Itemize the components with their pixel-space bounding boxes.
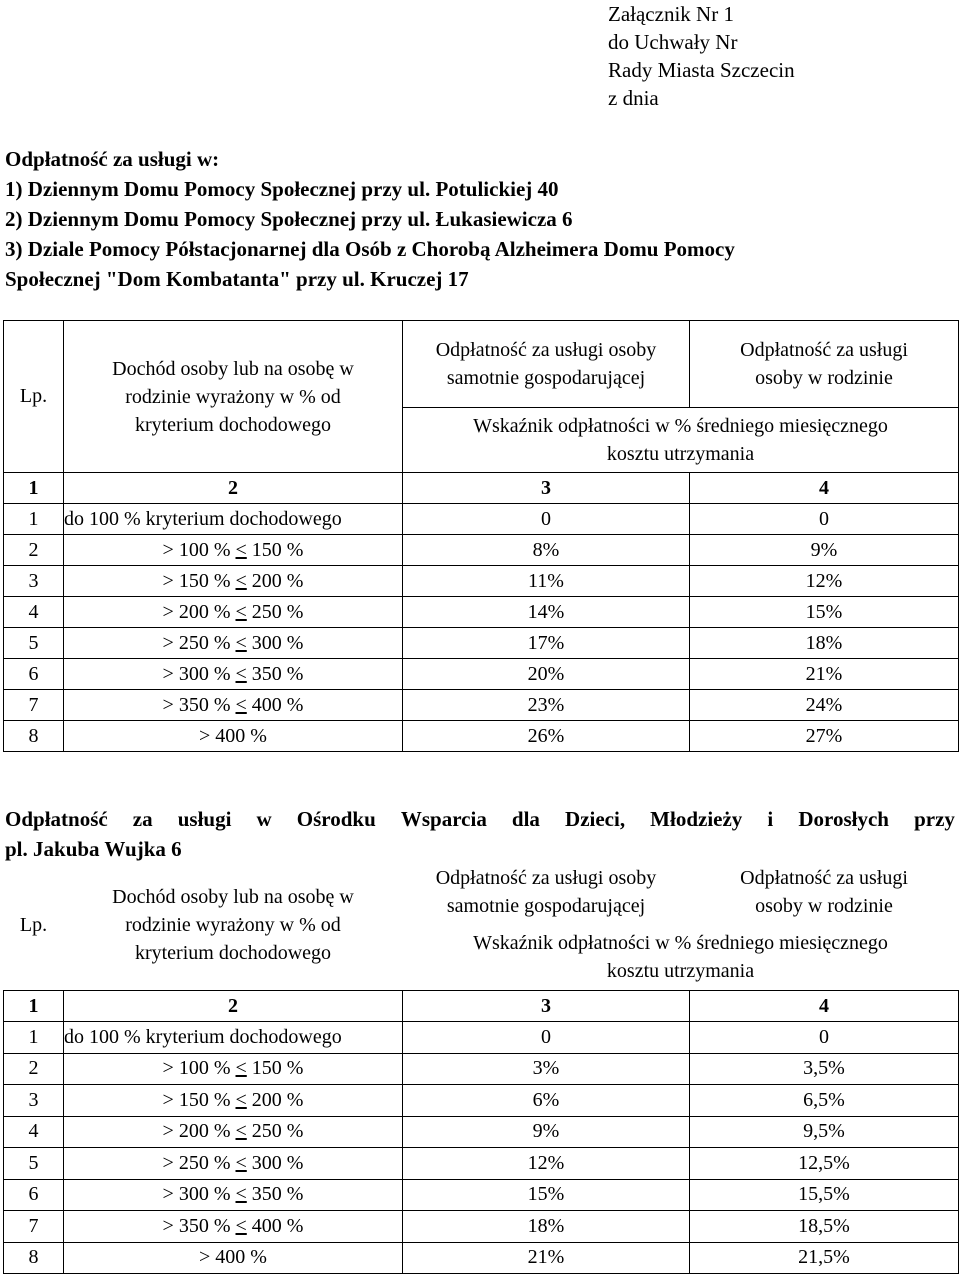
heading-word: Ośrodku [296,807,376,831]
family-fee-value: 15,5% [690,1179,959,1211]
range-gt-sign: > [162,1088,179,1111]
row-number: 5 [4,628,64,659]
table-row [4,1116,959,1148]
column-number: 4 [690,473,959,504]
row-number: 2 [4,535,64,566]
heading-word: za [132,807,153,831]
row-number: 4 [4,597,64,628]
income-range [64,566,403,597]
annex-line: Załącznik Nr 1 [608,2,734,26]
fee-table-2 [3,860,959,1274]
intro-item: 2) Dziennym Domu Pomocy Społecznej przy ul. Łukasiewicza 6 [5,207,573,231]
annex-line: do Uchwały Nr [608,30,738,54]
range-lower-bound: 300 % [178,1183,236,1206]
table-row [4,1022,959,1054]
range-lower-bound: 350 % [178,1214,236,1237]
range-lower-bound: 200 % [178,1120,236,1143]
income-range [64,628,403,659]
heading-word: Młodzieży [650,807,743,831]
range-leq-sign: < [235,1120,247,1143]
range-leq-sign: < [235,1088,247,1111]
family-fee-value: 27% [690,721,959,752]
range-lower-bound: 400 % [215,724,267,747]
income-range [64,721,403,752]
family-fee-value: 3,5% [690,1053,959,1085]
heading-word: w [256,807,272,831]
family-fee-header: Odpłatność za usługi osoby w rodzinie [690,321,959,408]
row-number: 2 [4,1053,64,1085]
column-number: 2 [64,473,403,504]
income-range [64,597,403,628]
single-fee-value: 23% [403,690,690,721]
range-upper-bound: 350 % [246,662,304,685]
column-number: 1 [4,991,64,1022]
income-range [64,1022,403,1054]
table-row [4,566,959,597]
single-fee-value: 26% [403,721,690,752]
lp-header: Lp. [4,321,64,473]
range-upper-bound: 200 % [246,569,304,592]
range-leq-sign: < [235,662,247,685]
family-fee-value: 0 [690,1022,959,1054]
row-number: 6 [4,659,64,690]
single-fee-value: 17% [403,628,690,659]
intro-item: 3) Dziale Pomocy Półstacjonarnej dla Osób z Chorobą Alzheimera Domu Pomocy [5,237,735,261]
column-number: 2 [64,991,403,1022]
income-range [64,1116,403,1148]
single-fee-value: 15% [403,1179,690,1211]
range-lower-bound: 250 % [178,631,236,654]
row-number: 8 [4,721,64,752]
index-header: Wskaźnik odpłatności w % średniego miesięcznego kosztu utrzymania [403,408,959,473]
column-number-row [4,991,959,1022]
income-range [64,1242,403,1274]
single-fee-header: Odpłatność za usługi osoby samotnie gospodarującej [403,321,690,408]
range-leq-sign: < [235,538,247,561]
range-upper-bound: 400 % [246,1214,304,1237]
range-leq-sign: < [235,600,247,623]
single-fee-value: 11% [403,566,690,597]
row-number: 3 [4,1085,64,1117]
annex-header [608,0,795,112]
single-fee-value: 9% [403,1116,690,1148]
annex-line: Rady Miasta Szczecin [608,58,795,82]
annex-line: z dnia [608,86,659,110]
family-fee-value: 12% [690,566,959,597]
row-number: 7 [4,690,64,721]
table-row [4,1053,959,1085]
single-fee-value: 18% [403,1211,690,1243]
range-upper-bound: 150 % [246,538,304,561]
range-gt-sign: > [162,693,179,716]
range-lower-bound: 150 % [178,1088,236,1111]
range-leq-sign: < [235,569,247,592]
intro-section [5,144,955,294]
family-fee-value: 18% [690,628,959,659]
heading-word: przy [914,807,955,831]
range-leq-sign: < [235,1057,247,1080]
heading-word: Odpłatność [5,807,108,831]
range-leq-sign: < [235,1214,247,1237]
column-number: 4 [690,991,959,1022]
intro-item: 1) Dziennym Domu Pomocy Społecznej przy ul. Potulickiej 40 [5,177,559,201]
income-header: Dochód osoby lub na osobę w rodzinie wyrażony w % od kryterium dochodowego [112,886,354,964]
row-number: 1 [4,1022,64,1054]
range-gt-sign: > [162,1057,179,1080]
family-fee-value: 15% [690,597,959,628]
range-gt-sign: > [162,662,179,685]
heading-word: Dorosłych [798,807,889,831]
range-upper-bound: 150 % [246,1057,304,1080]
single-fee-value: 6% [403,1085,690,1117]
range-lower-bound: 100 % [178,1057,236,1080]
range-gt-sign: > [199,1246,216,1269]
table-row [4,1085,959,1117]
single-fee-value: 3% [403,1053,690,1085]
range-gt-sign: > [162,631,179,654]
income-range [64,535,403,566]
range-leq-sign: < [235,631,247,654]
income-range [64,1211,403,1243]
lp-header: Lp. [19,913,48,936]
row-number: 7 [4,1211,64,1243]
family-fee-value: 9,5% [690,1116,959,1148]
row-number: 1 [4,504,64,535]
table-row [4,1148,959,1180]
intro-item: Społecznej "Dom Kombatanta" przy ul. Kruczej 17 [5,267,469,291]
table-row [4,1179,959,1211]
index-header: Wskaźnik odpłatności w % średniego miesięcznego kosztu utrzymania [473,932,888,983]
table-row [4,690,959,721]
range-upper-bound: 300 % [246,1151,304,1174]
range-upper-bound: 250 % [246,1120,304,1143]
single-fee-header: Odpłatność za usługi osoby samotnie gospodarującej [435,867,657,918]
range-lower-bound: 400 % [215,1246,267,1269]
family-fee-value: 24% [690,690,959,721]
income-range [64,504,403,535]
range-upper-bound: 250 % [246,600,304,623]
column-number: 3 [403,991,690,1022]
single-fee-value: 8% [403,535,690,566]
table-row [4,628,959,659]
family-fee-value: 9% [690,535,959,566]
range-gt-sign: > [162,569,179,592]
range-gt-sign: > [162,538,179,561]
income-range-text: do 100 % kryterium dochodowego [64,1025,342,1048]
table-row [4,659,959,690]
range-upper-bound: 200 % [246,1088,304,1111]
section2-heading-line: pl. Jakuba Wujka 6 [5,837,182,861]
single-fee-value: 12% [403,1148,690,1180]
range-lower-bound: 150 % [178,569,236,592]
family-fee-value: 6,5% [690,1085,959,1117]
range-leq-sign: < [235,693,247,716]
heading-word: dla [511,807,540,831]
family-fee-value: 12,5% [690,1148,959,1180]
range-gt-sign: > [162,1214,179,1237]
range-lower-bound: 350 % [178,693,236,716]
range-gt-sign: > [162,1151,179,1174]
range-upper-bound: 400 % [246,693,304,716]
range-upper-bound: 350 % [246,1183,304,1206]
heading-word: Wsparcia [400,807,487,831]
income-range [64,659,403,690]
table-row [4,597,959,628]
section2-heading [5,804,955,864]
range-lower-bound: 100 % [178,538,236,561]
family-fee-value: 21% [690,659,959,690]
range-leq-sign: < [235,1183,247,1206]
single-fee-value: 0 [403,504,690,535]
family-fee-value: 21,5% [690,1242,959,1274]
table-row [4,1242,959,1274]
range-leq-sign: < [235,1151,247,1174]
range-lower-bound: 250 % [178,1151,236,1174]
income-range [64,1148,403,1180]
family-fee-value: 0 [690,504,959,535]
income-range [64,1053,403,1085]
column-number-row [4,473,959,504]
range-gt-sign: > [162,1120,179,1143]
income-range [64,690,403,721]
range-gt-sign: > [162,600,179,623]
intro-title: Odpłatność za usługi w: [5,147,220,171]
column-number: 1 [4,473,64,504]
range-lower-bound: 300 % [178,662,236,685]
range-gt-sign: > [199,724,216,747]
family-fee-header: Odpłatność za usługi osoby w rodzinie [740,867,908,918]
range-gt-sign: > [162,1183,179,1206]
family-fee-value: 18,5% [690,1211,959,1243]
single-fee-value: 14% [403,597,690,628]
income-range [64,1085,403,1117]
table-row [4,1211,959,1243]
range-lower-bound: 200 % [178,600,236,623]
row-number: 8 [4,1242,64,1274]
single-fee-value: 0 [403,1022,690,1054]
single-fee-value: 20% [403,659,690,690]
range-upper-bound: 300 % [246,631,304,654]
table-row [4,721,959,752]
row-number: 6 [4,1179,64,1211]
income-range-text: do 100 % kryterium dochodowego [64,507,342,530]
section2-heading-line [5,804,955,834]
table-row [4,504,959,535]
income-range [64,1179,403,1211]
heading-word: usługi [177,807,232,831]
heading-word: i [767,807,774,831]
row-number: 5 [4,1148,64,1180]
fee-table-1 [3,320,959,752]
table-row [4,535,959,566]
row-number: 4 [4,1116,64,1148]
column-number: 3 [403,473,690,504]
income-header: Dochód osoby lub na osobę w rodzinie wyrażony w % od kryterium dochodowego [64,321,403,473]
single-fee-value: 21% [403,1242,690,1274]
heading-word: Dzieci, [565,807,626,831]
row-number: 3 [4,566,64,597]
